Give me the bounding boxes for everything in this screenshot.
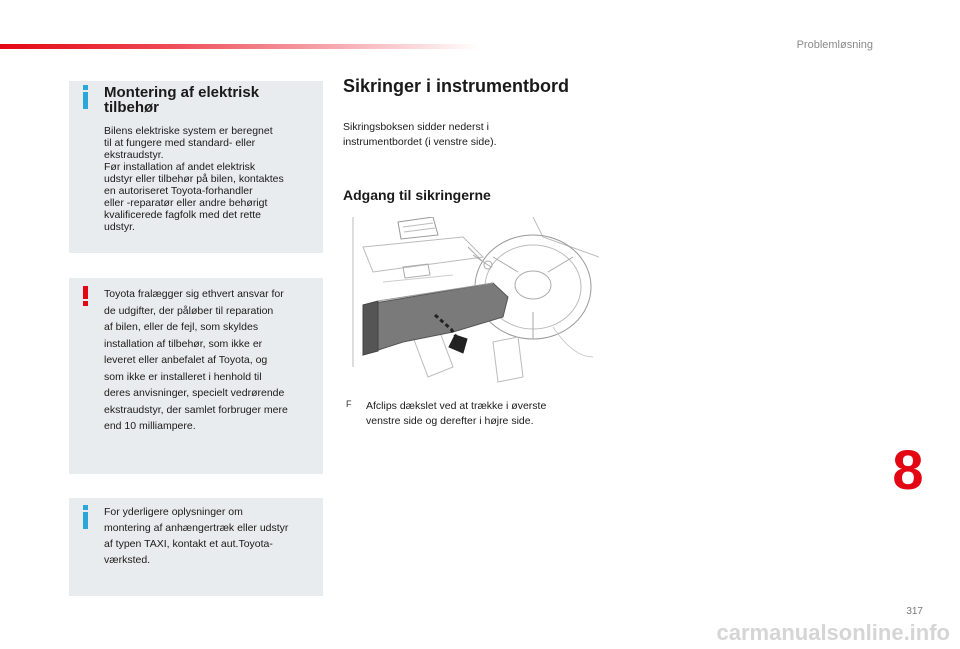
info-box-text: For yderligere oplysninger om montering af anhængertræk eller udstyr af typen TAXI, kontakt et aut.Toyota- værksted.	[104, 506, 289, 566]
page-number: 317	[906, 606, 923, 617]
page-title: Sikringer i instrumentbord	[343, 76, 570, 96]
chapter-number: 8	[892, 438, 924, 501]
intro-text: Sikringsboksen sidder nederst i instrumentbordet (i venstre side).	[343, 121, 497, 148]
header-accent-bar	[0, 44, 480, 49]
instruction-text: Afclips dækslet ved at trække i øverste venstre side og derefter i højre side.	[366, 400, 547, 427]
dashboard-drawing	[343, 217, 599, 387]
dashboard-fusebox-illustration	[343, 217, 599, 387]
info-icon	[83, 505, 88, 529]
section-title: Problemløsning	[796, 39, 873, 51]
watermark: carmanualsonline.info	[716, 620, 950, 645]
info-box-title: Montering af elektrisk tilbehør	[104, 84, 260, 116]
warning-icon	[83, 286, 88, 306]
section-subtitle: Adgang til sikringerne	[343, 187, 491, 203]
info-box-text: Bilens elektriske system er beregnet til at fungere med standard- eller ekstraudstyr. Før installation af andet elektrisk udstyr eller tilbehør på bilen, kontaktes en autoriseret Toyota-forhandler eller -reparatør eller andre behørigt kvalificerede fagfolk med det rette udstyr.	[104, 125, 284, 233]
warning-text: Toyota fralægger sig ethvert ansvar for de udgifter, der påløber til reparation af bilen, eller de fejl, som skyldes installation af tilbehør, som ikke er leveret eller anbefalet af Toyota, og som ikke er installeret i henhold til deres anvisninger, specielt vedrørende ekstraudstyr, der samlet forbruger mere end 10 milliampere.	[104, 288, 288, 432]
bullet-icon: F	[346, 399, 352, 409]
info-icon	[83, 85, 88, 109]
